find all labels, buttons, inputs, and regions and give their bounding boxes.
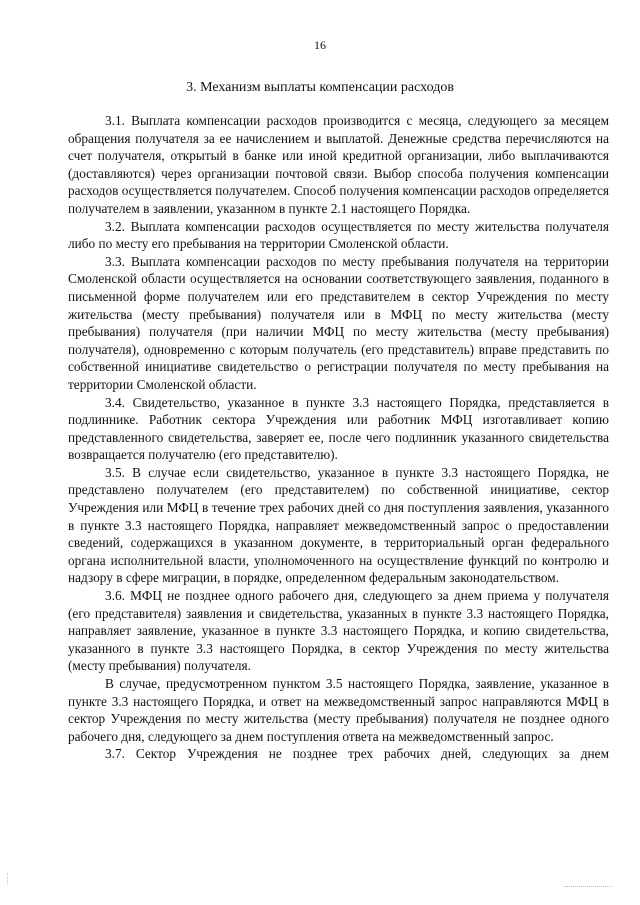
paragraph-3-6: 3.6. МФЦ не позднее одного рабочего дня, следующего за днем приема у получателя (его представителя) заявления и свидетельства, указанных в пункте 3.3 настоящего Порядка, направляет заявление, указанное в пункте 3.3 настоящего Порядка, и копию свидетельства, указанного в пункте 3.3 настоящего Порядка, в сектор Учреждения по месту жительства (месту пребывания) получателя.	[68, 588, 609, 674]
paragraph-3-7: 3.7. Сектор Учреждения не позднее трех рабочих дней, следующих за днем	[105, 746, 609, 762]
paragraph-3-3: 3.3. Выплата компенсации расходов по месту пребывания получателя на территории Смоленской области осуществляется на основании соответствующего заявления, поданного в письменной форме получателем или его представителем в сектор Учреждения по месту жительства (месту пребывания) получателя или в МФЦ по месту жительства (месту пребывания) получателя (при наличии МФЦ по месту жительства (месту пребывания) получателя), одновременно с которым получатель (его представитель) вправе представить по собственной инициативе свидетельство о регистрации получателя по месту пребывания на территории Смоленской области.	[68, 253, 609, 392]
paragraph-3-5: 3.5. В случае если свидетельство, указанное в пункте 3.3 настоящего Порядка, не представлено получателем (его представителем) по собственной инициативе, сектор Учреждения или МФЦ в течение трех рабочих дней со дня поступления заявления, указанного в пункте 3.3 настоящего Порядка, направляет межведомственный запрос о предоставлении сведений, содержащихся в указанном документе, в территориальный орган федерального органа исполнительной власти, уполномоченного на осуществление функций по контролю и надзору в сфере миграции, в порядке, определенном федеральным законодательством.	[68, 464, 609, 586]
paragraph-3-6-continued: В случае, предусмотренном пунктом 3.5 настоящего Порядка, заявление, указанное в пункте 3.3 настоящего Порядка, и ответ на межведомственный запрос направляются МФЦ в сектор Учреждения по месту жительства (месту пребывания) получателя не позднее одного рабочего дня, следующего за днем поступления ответа на межведомственный запрос.	[68, 676, 609, 744]
scan-edge-mark	[7, 873, 9, 885]
paragraph-3-1: 3.1. Выплата компенсации расходов производится с месяца, следующего за месяцем обращения получателя за ее начислением и выплатой. Денежные средства перечисляются на счет получателя, открытый в банке или иной кредитной организации, либо выплачиваются (доставляются) через организации почтовой связи. Выбор способа получения компенсации расходов осуществляется получателем. Способ получения компенсации расходов определяется получателем в заявлении, указанном в пункте 2.1 настоящего Порядка.	[68, 113, 609, 216]
section-title: 3. Механизм выплаты компенсации расходов	[186, 80, 454, 95]
page-number: 16	[314, 38, 326, 52]
document-body	[68, 112, 609, 763]
paragraph-3-2: 3.2. Выплата компенсации расходов осуществляется по месту жительства получателя либо по месту его пребывания на территории Смоленской области.	[68, 218, 609, 252]
scan-corner-mark	[564, 886, 612, 887]
paragraph-3-4: 3.4. Свидетельство, указанное в пункте 3.3 настоящего Порядка, представляется в подлиннике. Работник сектора Учреждения или работник МФЦ изготавливает копию представленного свидетельства, заверяет ее, после чего подлинник указанного свидетельства возвращается получателю (его представителю).	[68, 394, 609, 463]
